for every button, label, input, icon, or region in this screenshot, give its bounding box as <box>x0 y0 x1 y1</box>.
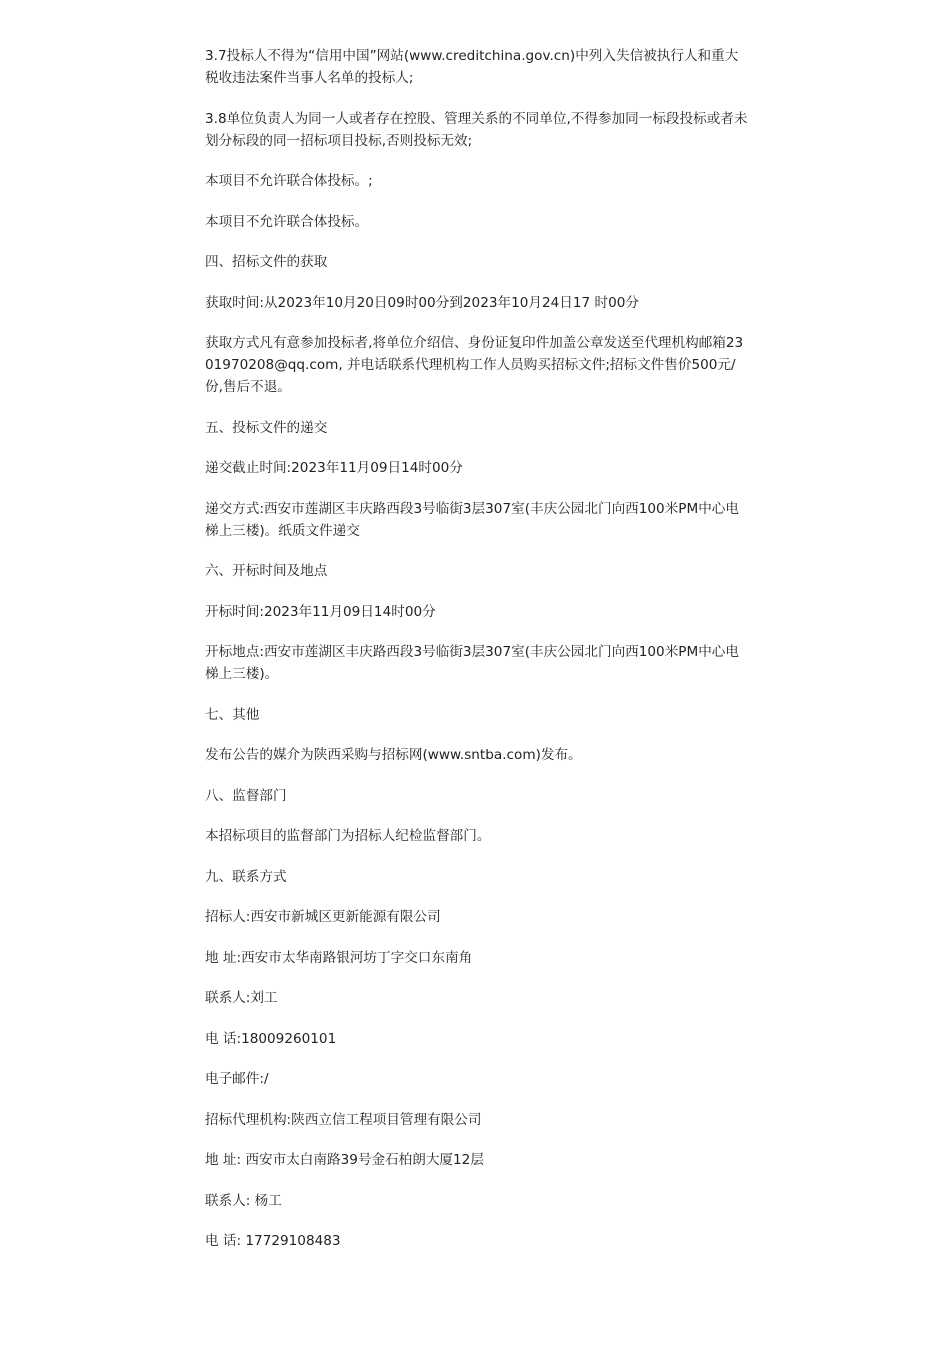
supervision-department: 本招标项目的监督部门为招标人纪检监督部门。 <box>205 828 491 844</box>
tenderer-email: 电子邮件:/ <box>205 1071 269 1087</box>
tenderer-name: 招标人:西安市新城区更新能源有限公司 <box>205 909 441 925</box>
no-consortium-note-1: 本项目不允许联合体投标。; <box>205 173 373 189</box>
submission-deadline: 递交截止时间:2023年11月09日14时00分 <box>205 460 463 476</box>
publication-media: 发布公告的媒介为陕西采购与招标网(www.sntba.com)发布。 <box>205 747 582 763</box>
no-consortium-note-2: 本项目不允许联合体投标。 <box>205 213 369 230</box>
agency-address: 地 址: 西安市太白南路39号金石柏朗大厦12层 <box>205 1152 484 1168</box>
section-heading-bid-opening: 六、开标时间及地点 <box>205 563 328 579</box>
section-heading-contact: 九、联系方式 <box>205 868 287 885</box>
section-heading-submission: 五、投标文件的递交 <box>205 419 328 436</box>
tenderer-contact-person: 联系人:刘工 <box>205 990 278 1006</box>
obtain-method: 获取方式凡有意参加投标者,将单位介绍信、身份证复印件加盖公章发送至代理机构邮箱2301970208@qq.com, 并电话联系代理机构工作人员购买招标文件;招标文件售价500元/份,售后不退。 <box>205 335 744 395</box>
tenderer-address: 地 址:西安市太华南路银河坊丁字交口东南角 <box>205 949 473 966</box>
clause-3-7: 3.7投标人不得为“信用中国”网站(www.creditchina.gov.cn)中列入失信被执行人和重大税收违法案件当事人名单的投标人; <box>205 48 739 86</box>
submission-method: 递交方式:西安市莲湖区丰庆路西段3号临街3层307室(丰庆公园北门向西100米PM中心电梯上三楼)。纸质文件递交 <box>205 500 739 539</box>
section-heading-obtain-documents: 四、招标文件的获取 <box>205 254 328 270</box>
section-heading-supervision: 八、监督部门 <box>205 787 287 804</box>
document-body <box>205 45 750 1271</box>
tenderer-phone: 电 话:18009260101 <box>205 1030 337 1047</box>
section-heading-other: 七、其他 <box>205 706 260 723</box>
agency-phone: 电 话: 17729108483 <box>205 1233 341 1249</box>
agency-contact-person: 联系人: 杨工 <box>205 1192 282 1209</box>
clause-3-8: 3.8单位负责人为同一人或者存在控股、管理关系的不同单位,不得参加同一标段投标或者未划分标段的同一招标项目投标,否则投标无效; <box>205 110 748 149</box>
agency-name: 招标代理机构:陕西立信工程项目管理有限公司 <box>205 1111 482 1128</box>
bid-opening-time: 开标时间:2023年11月09日14时00分 <box>205 603 436 620</box>
obtain-time: 获取时间:从2023年10月20日09时00分到2023年10月24日17 时00分 <box>205 294 639 311</box>
bid-opening-location: 开标地点:西安市莲湖区丰庆路西段3号临街3层307室(丰庆公园北门向西100米PM中心电梯上三楼)。 <box>205 644 739 682</box>
